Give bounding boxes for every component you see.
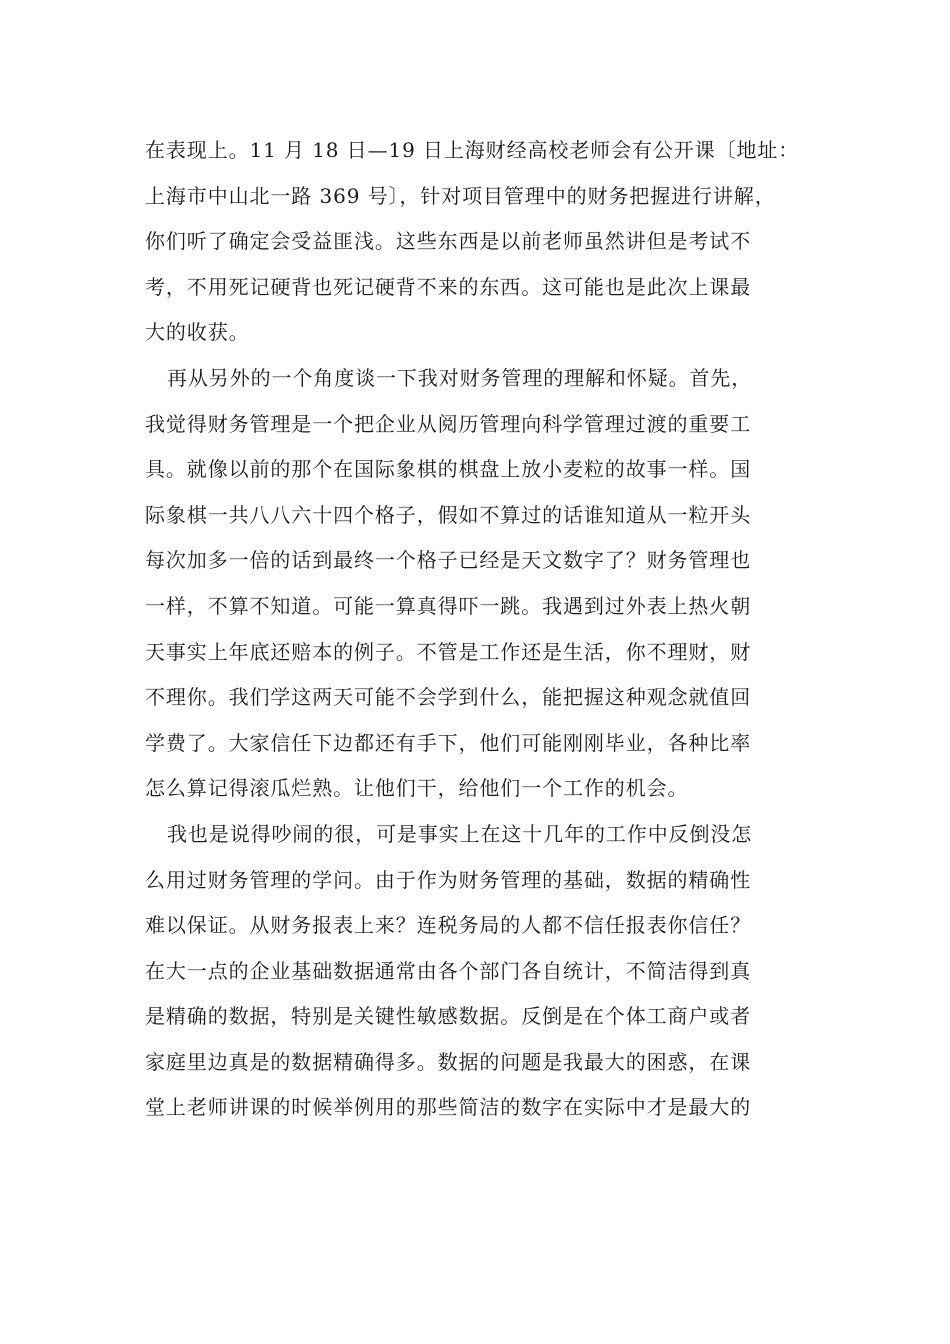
text-line: 在表现上。11 月 18 日—19 日上海财经高校老师会有公开课〔地址： — [145, 138, 800, 162]
text-line: 具。就像以前的那个在国际象棋的棋盘上放小麦粒的故事一样。国 — [145, 457, 752, 482]
text-line: 难以保证。从财务报表上来？连税务局的人都不信任报表你信任？ — [145, 913, 752, 938]
text-line: 大的收获。 — [145, 320, 250, 345]
text-line: 际象棋一共八八六十四个格子，假如不算过的话谁知道从一粒开头 — [145, 502, 752, 527]
text-line: 我觉得财务管理是一个把企业从阅历管理向科学管理过渡的重要工 — [145, 411, 752, 436]
text-line: 堂上老师讲课的时候举例用的那些简洁的数字在实际中才是最大的 — [145, 1095, 752, 1120]
paragraph-start-line: 我也是说得吵闹的很，可是事实上在这十几年的工作中反倒没怎 — [167, 821, 753, 846]
text-line: 考，不用死记硬背也死记硬背不来的东西。这可能也是此次上课最 — [145, 274, 752, 299]
text-line: 么用过财务管理的学问。由于作为财务管理的基础，数据的精确性 — [145, 867, 752, 892]
paragraph-start-line: 再从另外的一个角度谈一下我对财务管理的理解和怀疑。首先， — [167, 365, 753, 390]
text-line: 是精确的数据，特别是关键性敏感数据。反倒是在个体工商户或者 — [145, 1004, 752, 1029]
text-line: 你们听了确定会受益匪浅。这些东西是以前老师虽然讲但是考试不 — [145, 229, 752, 254]
text-line: 一样，不算不知道。可能一算真得吓一跳。我遇到过外表上热火朝 — [145, 593, 752, 618]
text-line: 每次加多一倍的话到最终一个格子已经是天文数字了？财务管理也 — [145, 548, 752, 573]
text-line: 在大一点的企业基础数据通常由各个部门各自统计，不简洁得到真 — [145, 958, 752, 983]
text-line: 家庭里边真是的数据精确得多。数据的问题是我最大的困惑，在课 — [145, 1049, 752, 1074]
text-line: 怎么算记得滚瓜烂熟。让他们干，给他们一个工作的机会。 — [145, 776, 689, 801]
text-line: 天事实上年底还赔本的例子。不管是工作还是生活，你不理财，财 — [145, 639, 752, 664]
text-line: 不理你。我们学这两天可能不会学到什么，能把握这种观念就值回 — [145, 685, 752, 710]
text-line: 学费了。大家信任下边都还有手下，他们可能刚刚毕业，各种比率 — [145, 730, 752, 755]
text-line: 上海市中山北一路 369 号〕，针对项目管理中的财务把握进行讲解， — [145, 183, 776, 208]
body-text — [145, 128, 815, 1131]
